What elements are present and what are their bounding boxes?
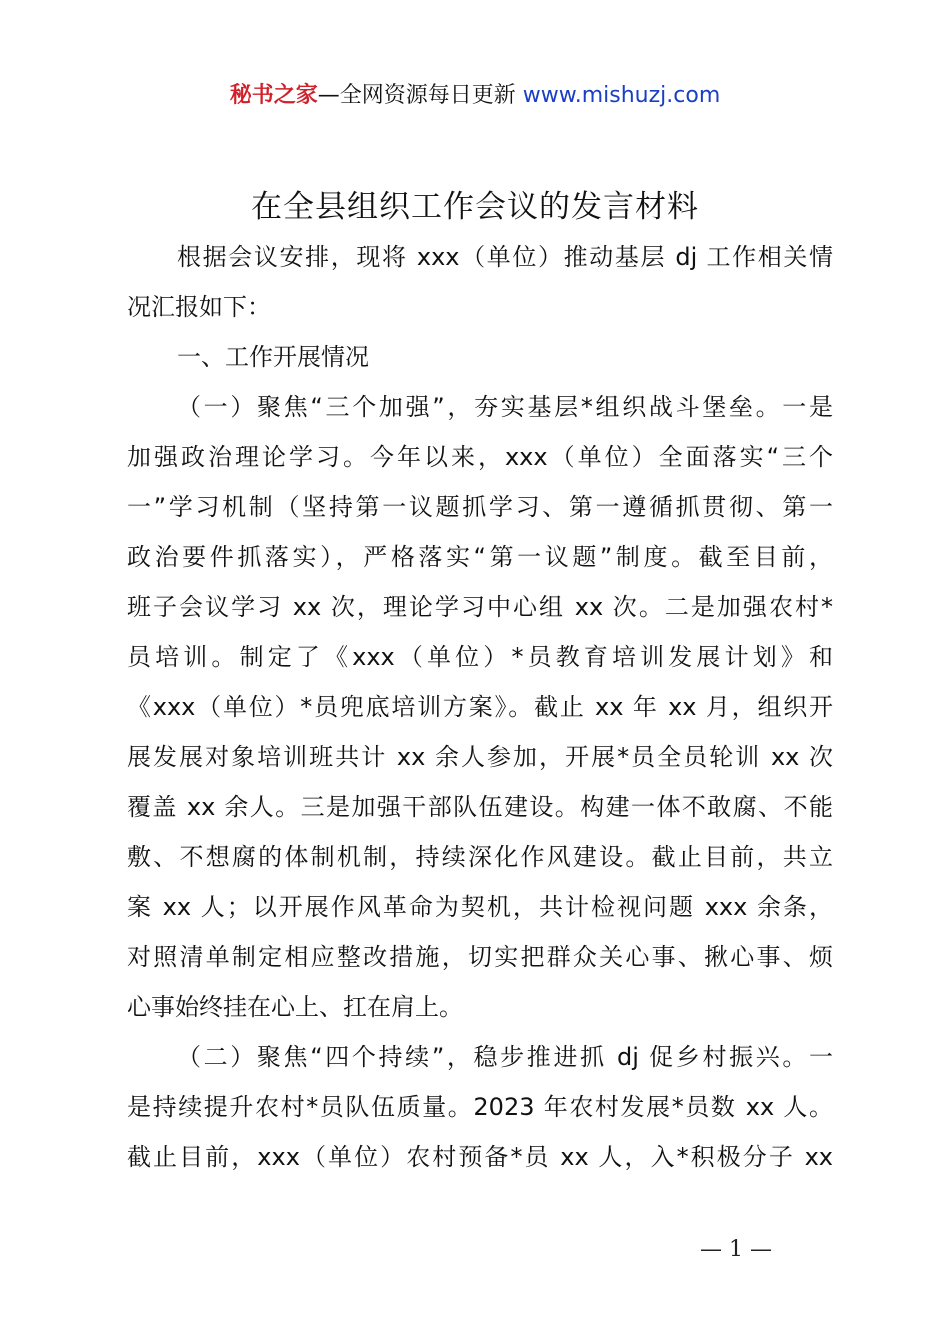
- text-line: 加强政治理论学习。今年以来，xxx（单位）全面落实“三个: [127, 443, 833, 471]
- text-line: 班子会议学习 xx 次，理论学习中心组 xx 次。二是加强农村*: [127, 593, 833, 621]
- text-line: 覆盖 xx 余人。三是加强干部队伍建设。构建一体不敢腐、不能: [127, 793, 833, 821]
- text-line: 截止目前，xxx（单位）农村预备*员 xx 人，入*积极分子 xx: [127, 1143, 833, 1171]
- site-url-link[interactable]: www.mishuzj.com: [522, 83, 721, 108]
- text-line: 展发展对象培训班共计 xx 余人参加，开展*员全员轮训 xx 次: [127, 743, 833, 771]
- page-number: — 1 —: [700, 1237, 772, 1262]
- site-tagline: —全网资源每日更新: [317, 83, 516, 108]
- text-line: （一）聚焦“三个加强”，夯实基层*组织战斗堡垒。一是: [177, 393, 833, 421]
- site-brand: 秘书之家: [229, 83, 318, 108]
- text-line: 况汇报如下：: [127, 293, 271, 321]
- text-line: 员培训。制定了《xxx（单位）*员教育培训发展计划》和: [127, 643, 833, 671]
- text-line: 《xxx（单位）*员兜底培训方案》。截止 xx 年 xx 月，组织开: [127, 693, 833, 721]
- document-title: 在全县组织工作会议的发言材料: [251, 189, 699, 225]
- text-line: 对照清单制定相应整改措施，切实把群众关心事、揪心事、烦: [127, 943, 833, 971]
- text-line: 案 xx 人；以开展作风革命为契机，共计检视问题 xxx 余条，: [127, 893, 833, 921]
- text-line: 根据会议安排，现将 xxx（单位）推动基层 dj 工作相关情: [177, 243, 833, 271]
- section-heading: 一、工作开展情况: [177, 343, 369, 371]
- text-line: 敷、不想腐的体制机制，持续深化作风建设。截止目前，共立: [127, 843, 833, 871]
- site-header: [0, 80, 950, 112]
- text-line: 心事始终挂在心上、扛在肩上。: [127, 993, 463, 1021]
- document-body: [127, 232, 833, 1182]
- text-line: 是持续提升农村*员队伍质量。2023 年农村发展*员数 xx 人。: [127, 1093, 833, 1121]
- text-line: 一”学习机制（坚持第一议题抓学习、第一遵循抓贯彻、第一: [127, 493, 833, 521]
- text-line: （二）聚焦“四个持续”，稳步推进抓 dj 促乡村振兴。一: [177, 1043, 833, 1071]
- text-line: 政治要件抓落实），严格落实“第一议题”制度。截至目前，: [127, 543, 833, 571]
